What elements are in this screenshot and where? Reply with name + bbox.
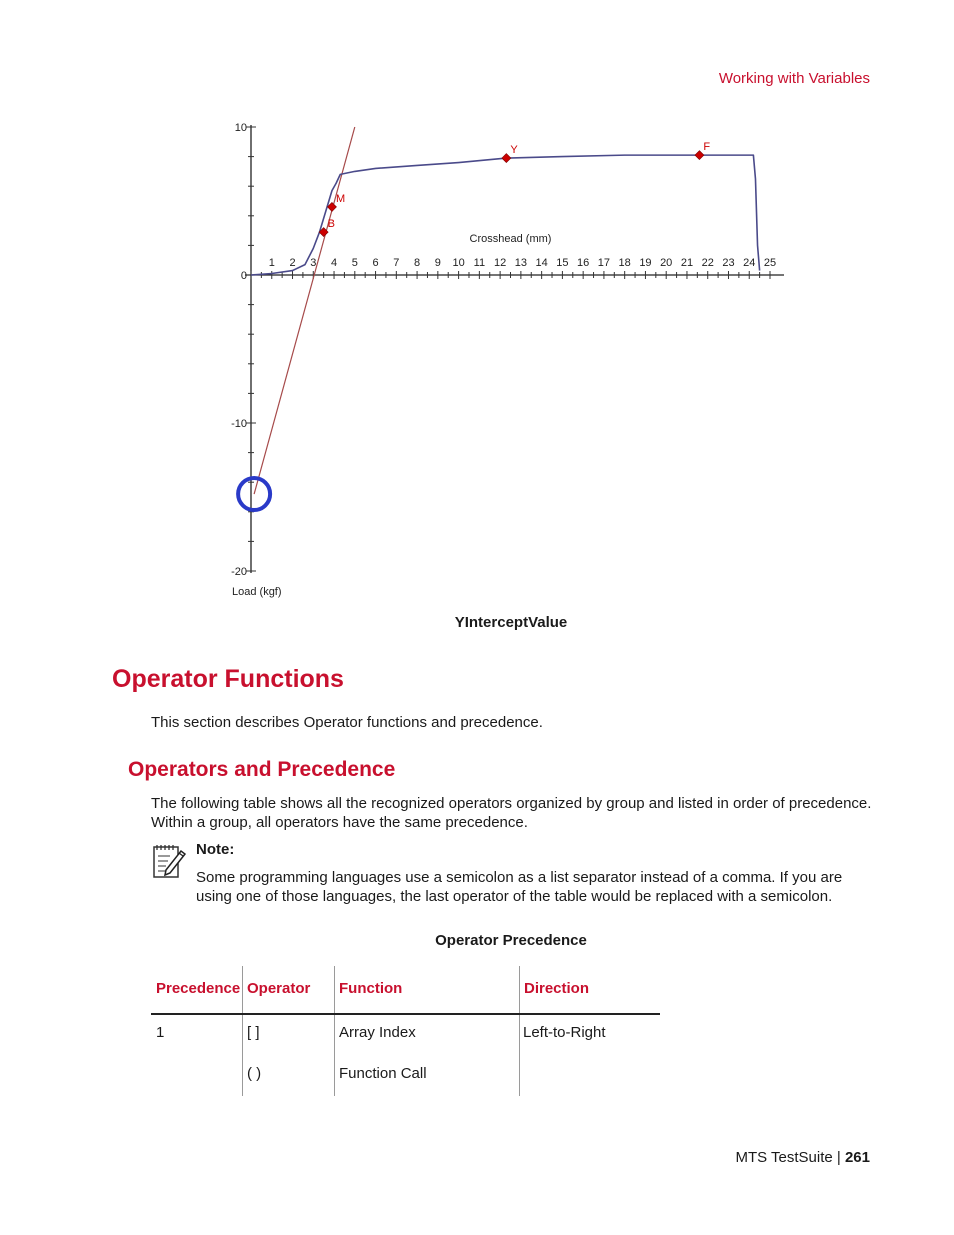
x-tick-label: 20 bbox=[660, 257, 673, 269]
table-cell: Array Index bbox=[339, 1024, 416, 1041]
subsection-paragraph: The following table shows all the recognized operators organized by group and listed in order of precedence. Within a group, all operators have the same precedence. bbox=[151, 795, 872, 831]
table-divider bbox=[334, 966, 335, 1096]
point-label: Y bbox=[510, 144, 518, 157]
note-title: Note: bbox=[196, 841, 235, 858]
table-title: Operator Precedence bbox=[435, 932, 587, 949]
x-tick-label: 12 bbox=[493, 257, 507, 269]
section-intro: This section describes Operator functions and precedence. bbox=[151, 714, 543, 731]
subsection-title: Operators and Precedence bbox=[128, 758, 396, 781]
tangent-line bbox=[254, 127, 355, 494]
table-cell: Left-to-Right bbox=[523, 1024, 606, 1041]
table-header-operator: Operator bbox=[247, 980, 311, 997]
footer-product: MTS TestSuite bbox=[735, 1149, 833, 1166]
footer-separator: | bbox=[836, 1149, 841, 1166]
y-axis-label: Load (kgf) bbox=[232, 586, 282, 598]
load-crosshead-chart bbox=[225, 112, 795, 607]
x-tick-label: 1 bbox=[268, 257, 275, 269]
y-tick-label: 0 bbox=[240, 270, 247, 282]
point-label: M bbox=[335, 192, 346, 205]
table-cell: [ ] bbox=[247, 1024, 260, 1041]
x-tick-label: 18 bbox=[618, 257, 631, 269]
x-tick-label: 25 bbox=[763, 257, 777, 269]
x-tick-label: 23 bbox=[722, 257, 735, 269]
x-tick-label: 16 bbox=[577, 257, 590, 269]
x-tick-label: 21 bbox=[680, 257, 694, 269]
x-tick-label: 17 bbox=[597, 257, 611, 269]
x-tick-label: 6 bbox=[372, 257, 379, 269]
x-tick-label: 24 bbox=[743, 257, 756, 269]
x-tick-label: 15 bbox=[556, 257, 569, 269]
y-tick-label: 10 bbox=[234, 122, 247, 134]
y-tick-label: -20 bbox=[231, 566, 247, 578]
page-footer bbox=[600, 1149, 870, 1166]
page-number: 261 bbox=[844, 1149, 870, 1166]
table-header-direction: Direction bbox=[524, 980, 590, 997]
note-pencil-icon bbox=[152, 843, 186, 879]
x-tick-label: 9 bbox=[434, 257, 441, 269]
table-divider bbox=[519, 966, 520, 1096]
x-tick-label: 22 bbox=[701, 257, 714, 269]
running-header: Working with Variables bbox=[718, 70, 870, 87]
operator-precedence-table bbox=[151, 966, 660, 1096]
x-tick-label: 19 bbox=[639, 257, 652, 269]
point-label: F bbox=[703, 141, 711, 154]
table-header-function: Function bbox=[339, 980, 403, 997]
figure-caption: YInterceptValue bbox=[454, 614, 568, 631]
table-cell: Function Call bbox=[339, 1065, 427, 1082]
x-tick-label: 2 bbox=[289, 257, 296, 269]
table-header-rule bbox=[151, 1013, 660, 1015]
x-tick-label: 11 bbox=[473, 257, 486, 269]
x-tick-label: 4 bbox=[330, 257, 338, 269]
x-tick-label: 13 bbox=[514, 257, 528, 269]
table-header-precedence: Precedence bbox=[156, 980, 241, 997]
x-tick-label: 5 bbox=[351, 257, 358, 269]
table-cell: 1 bbox=[156, 1024, 165, 1041]
x-tick-label: 8 bbox=[414, 257, 421, 269]
x-axis-label: Crosshead (mm) bbox=[469, 233, 552, 245]
x-tick-label: 3 bbox=[310, 257, 317, 269]
table-divider bbox=[242, 966, 243, 1096]
x-tick-label: 10 bbox=[452, 257, 465, 269]
table-cell: ( ) bbox=[247, 1065, 262, 1082]
note-text: Some programming languages use a semicolon as a list separator instead of a comma. If you are using one of those languages, the last operator of the table would be replaced with a semicolon. bbox=[196, 869, 843, 905]
x-tick-label: 7 bbox=[393, 257, 400, 269]
y-tick-label: -10 bbox=[231, 418, 247, 430]
point-label: B bbox=[327, 218, 336, 231]
section-title: Operator Functions bbox=[112, 665, 344, 693]
x-tick-label: 14 bbox=[535, 257, 548, 269]
